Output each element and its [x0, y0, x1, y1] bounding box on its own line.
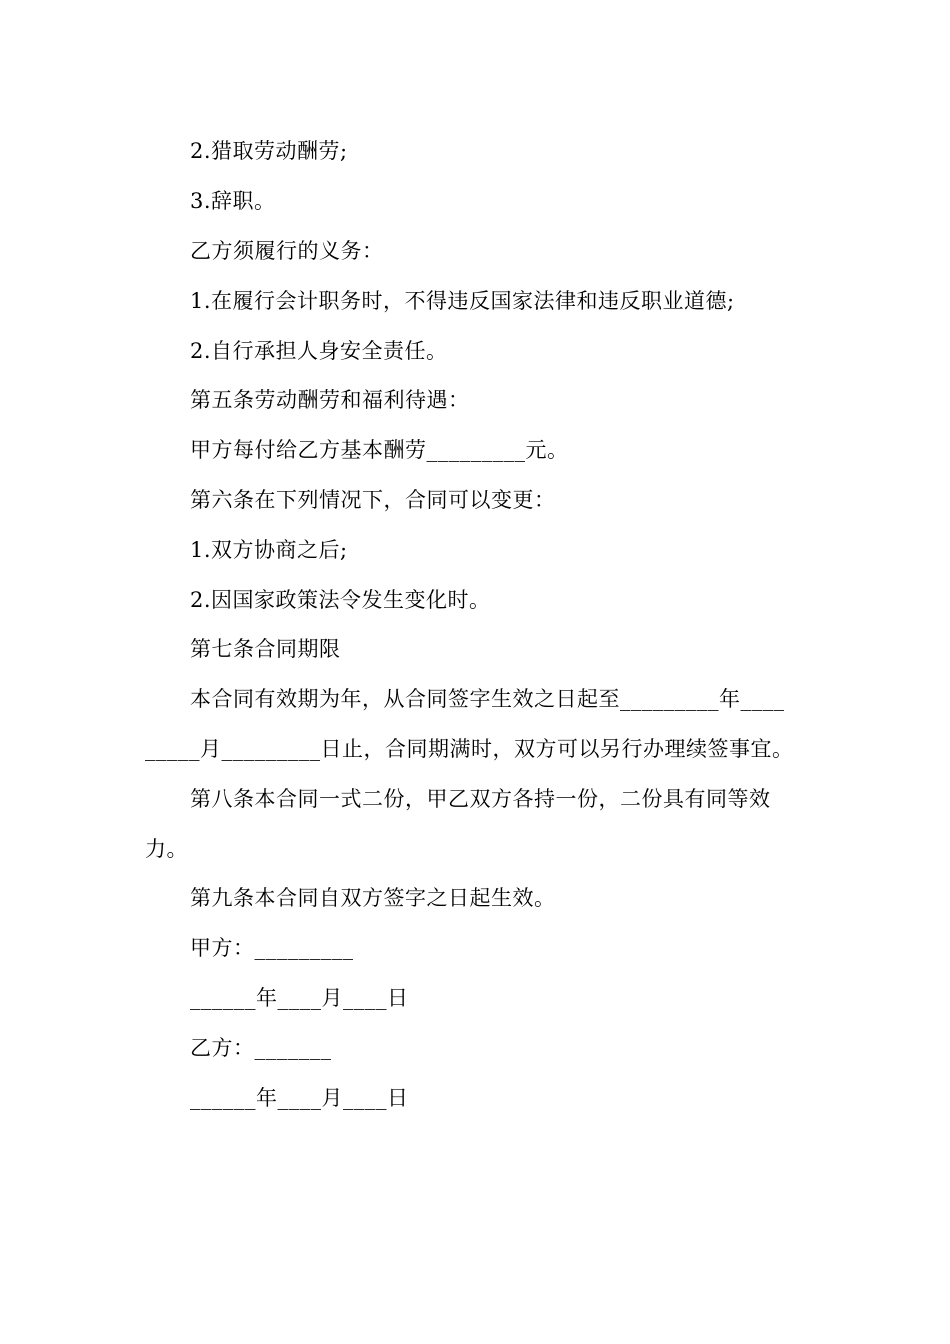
text-line: 乙方须履行的义务： — [190, 239, 384, 263]
text-line: 甲方每付给乙方基本酬劳_________元。 — [190, 438, 569, 462]
text-line: _____月_________日止，合同期满时，双方可以另行办理续签事宜。 — [145, 737, 794, 761]
text-line: 1.双方协商之后; — [190, 538, 348, 562]
text-line: 2.猎取劳动酬劳; — [190, 139, 348, 163]
text-line: 1.在履行会计职务时，不得违反国家法律和违反职业道德; — [190, 289, 735, 313]
text-line: 2.自行承担人身安全责任。 — [190, 339, 448, 363]
section-heading: 第八条本合同一式二份，甲乙双方各持一份，二份具有同等效 — [190, 787, 771, 811]
signature-party-b: 乙方：_______ — [190, 1036, 332, 1060]
section-heading: 第六条在下列情况下，合同可以变更： — [190, 488, 556, 512]
text-line: 本合同有效期为年，从合同签字生效之日起至_________年____ — [190, 687, 785, 711]
section-heading: 第五条劳动酬劳和福利待遇： — [190, 388, 470, 412]
section-heading: 第七条合同期限 — [190, 637, 341, 661]
signature-party-a: 甲方：_________ — [190, 936, 354, 960]
text-line: 2.因国家政策法令发生变化时。 — [190, 588, 491, 612]
date-line-a: ______年____月____日 — [190, 986, 409, 1010]
text-line: 3.辞职。 — [190, 189, 276, 213]
section-heading: 第九条本合同自双方签字之日起生效。 — [190, 886, 556, 910]
text-line: 力。 — [145, 837, 188, 861]
date-line-b: ______年____月____日 — [190, 1086, 409, 1110]
